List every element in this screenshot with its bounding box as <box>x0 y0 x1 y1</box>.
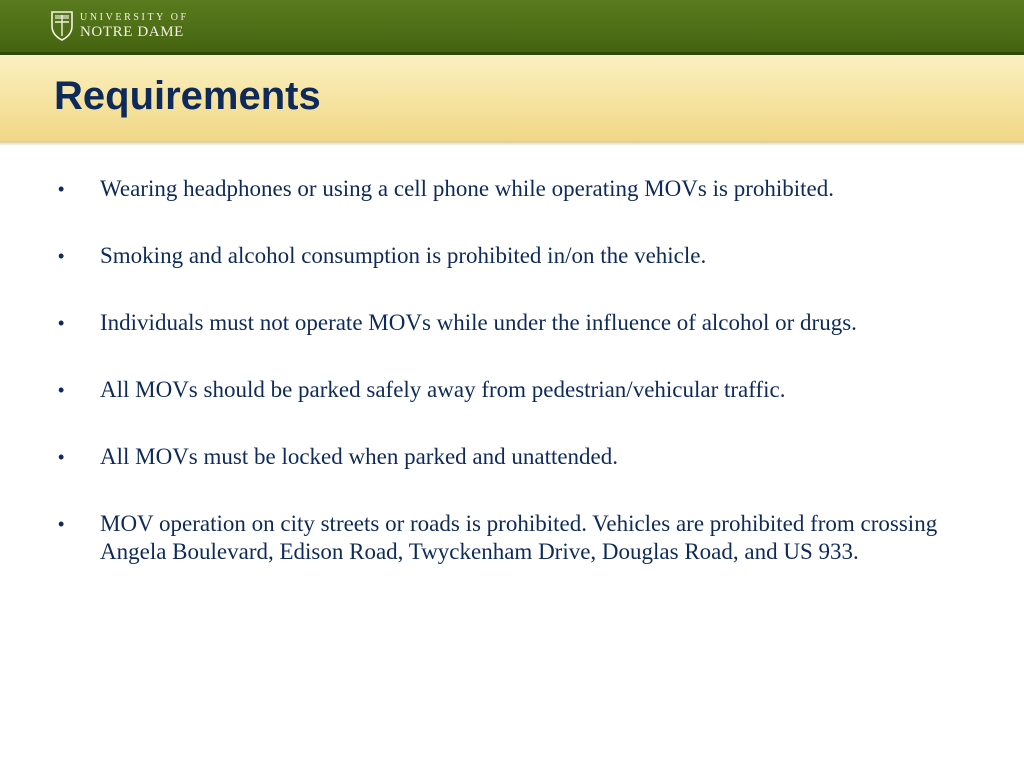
title-band-shadow <box>0 141 1024 146</box>
logo-text-line2: NOTRE DAME <box>80 23 184 40</box>
requirements-list <box>58 175 938 605</box>
university-logo <box>50 9 189 43</box>
bullet-icon: • <box>58 514 65 534</box>
list-item-text: All MOVs must be locked when parked and unattended. <box>100 444 619 469</box>
list-item-text: MOV operation on city streets or roads is prohibited. Vehicles are prohibited from crossing Angela Boulevard, Edison Road, Twyckenham Drive, Douglas Road, and US 933. <box>100 511 938 564</box>
list-item <box>58 309 938 337</box>
bullet-icon: • <box>58 179 65 199</box>
list-item <box>58 242 938 270</box>
bullet-icon: • <box>58 447 65 467</box>
slide-title: Requirements <box>54 74 321 118</box>
list-item-text: Smoking and alcohol consumption is prohibited in/on the vehicle. <box>100 243 707 268</box>
top-banner <box>0 0 1024 52</box>
logo-text-line1: UNIVERSITY OF <box>80 11 189 23</box>
list-item <box>58 376 938 404</box>
university-shield-icon <box>50 10 74 42</box>
list-item <box>58 510 938 566</box>
list-item <box>58 175 938 203</box>
list-item <box>58 443 938 471</box>
list-item-text: Individuals must not operate MOVs while under the influence of alcohol or drugs. <box>100 310 857 335</box>
list-item-text: All MOVs should be parked safely away from pedestrian/vehicular traffic. <box>100 377 786 402</box>
bullet-icon: • <box>58 313 65 333</box>
bullet-icon: • <box>58 246 65 266</box>
list-item-text: Wearing headphones or using a cell phone while operating MOVs is prohibited. <box>100 176 834 201</box>
bullet-icon: • <box>58 380 65 400</box>
